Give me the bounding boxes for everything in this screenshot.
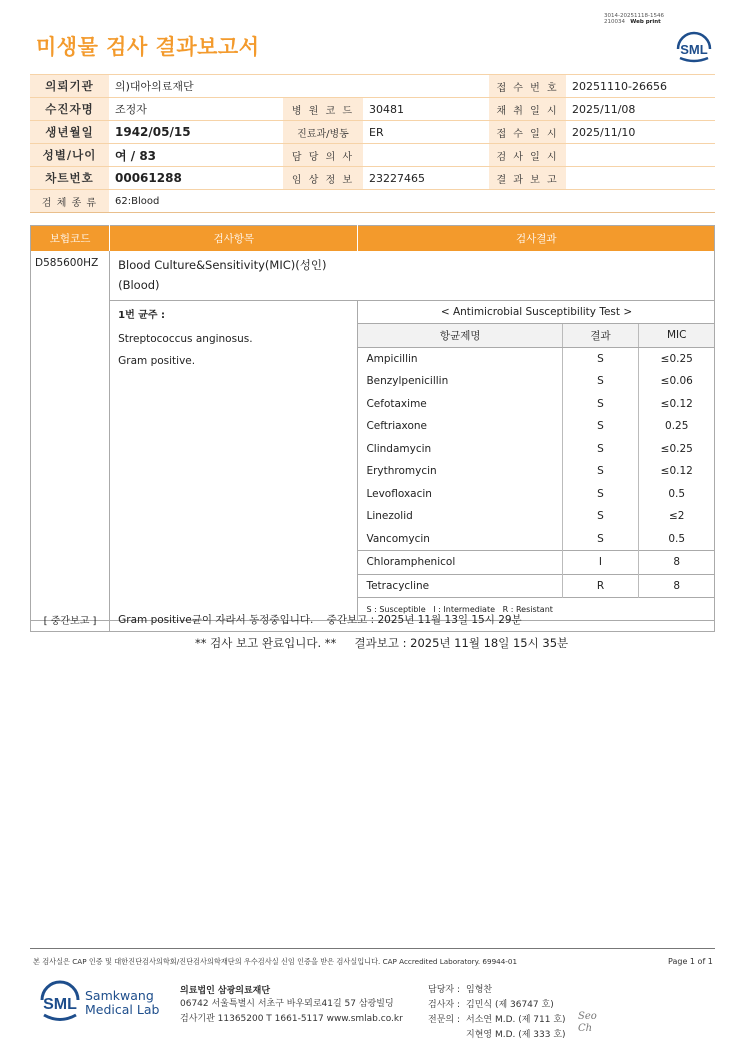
ast-table — [358, 301, 714, 620]
col-test-result: 검사결과 — [358, 226, 715, 252]
gram-stain: Gram positive. — [118, 355, 196, 367]
info-value: 62:Blood — [109, 190, 715, 213]
test-name: Blood Culture&Sensitivity(MIC)(성인) — [118, 258, 327, 272]
footer-divider — [30, 948, 715, 949]
info-value — [363, 144, 489, 167]
info-value: 의)대아의료재단 — [109, 75, 489, 98]
insurance-code: D585600HZ — [31, 251, 110, 621]
ast-title: < Antimicrobial Susceptibility Test > — [358, 301, 714, 324]
drug-result: S — [562, 505, 638, 528]
drug-result: S — [562, 393, 638, 416]
info-label: 결 과 보 고 — [489, 167, 566, 190]
sml-logo-top — [674, 27, 714, 67]
drug-name: Clindamycin — [366, 442, 432, 455]
info-label: 생년월일 — [30, 121, 109, 144]
drug-name: Ceftriaxone — [366, 420, 427, 433]
info-label: 수진자명 — [30, 98, 109, 121]
info-value: 2025/11/08 — [566, 98, 715, 121]
staff-role: 전문의 : — [428, 1015, 460, 1025]
info-label: 채 취 일 시 — [489, 98, 566, 121]
info-label: 의뢰기관 — [30, 75, 109, 98]
info-row — [30, 167, 715, 190]
info-row — [30, 190, 715, 213]
sml-footer-logo-text: SML — [43, 996, 77, 1013]
drug-mic: ≤0.25 — [638, 347, 714, 370]
info-value: 20251110-26656 — [566, 75, 715, 98]
drug-result: S — [562, 438, 638, 461]
staff-row — [428, 998, 566, 1013]
info-value — [566, 167, 715, 190]
signature: Seo Ch — [578, 1011, 597, 1034]
drug-result: S — [562, 528, 638, 551]
info-value: 23227465 — [363, 167, 489, 190]
info-label: 병 원 코 드 — [283, 98, 363, 121]
staff-row — [428, 1013, 566, 1028]
org-contact — [180, 997, 403, 1027]
drug-name: Erythromycin — [366, 465, 437, 478]
info-value — [566, 144, 715, 167]
drug-name: Linezolid — [366, 510, 413, 523]
sml-logo-text: SML — [680, 42, 708, 57]
org-name: 의료법인 삼광의료재단 — [180, 986, 271, 996]
ast-header — [358, 324, 714, 348]
info-row — [30, 144, 715, 167]
drug-name: Chloramphenicol — [358, 551, 562, 575]
info-label: 접 수 일 시 — [489, 121, 566, 144]
ast-row — [358, 415, 714, 438]
drug-result: S — [562, 370, 638, 393]
info-label: 진료과/병동 — [283, 121, 363, 144]
col-insurance-code: 보험코드 — [31, 226, 110, 252]
info-value: 2025/11/10 — [566, 121, 715, 144]
drug-name: Vancomycin — [366, 532, 430, 545]
ast-col-drug: 항균제명 — [358, 324, 562, 348]
staff-name: 지현영 M.D. (제 333 호) — [466, 1030, 566, 1040]
drug-mic: ≤0.12 — [638, 393, 714, 416]
interim-row — [31, 608, 715, 632]
staff-row — [428, 983, 566, 998]
ast-row — [358, 483, 714, 506]
ast-row — [358, 528, 714, 551]
ast-row — [358, 551, 714, 575]
result-row — [31, 301, 715, 621]
drug-name: Benzylpenicillin — [366, 375, 449, 388]
ast-row — [358, 505, 714, 528]
interim-label: [ 중간보고 ] — [31, 608, 110, 632]
drug-name: Levofloxacin — [366, 487, 432, 500]
ast-row — [358, 370, 714, 393]
staff-role: 담당자 : — [428, 985, 460, 995]
page-number: Page 1 of 1 — [668, 957, 713, 966]
ast-legend: S : Susceptible I : Intermediate R : Resistant — [358, 598, 714, 621]
ast-cell — [358, 301, 715, 621]
drug-mic: ≤2 — [638, 505, 714, 528]
results-table — [30, 225, 715, 621]
organism-number: 1번 균주 : — [118, 310, 166, 321]
info-label: 검 사 일 시 — [489, 144, 566, 167]
specimen-name: (Blood) — [118, 278, 160, 292]
brand-name — [85, 989, 159, 1017]
print-label: Web print — [630, 19, 661, 25]
org-address: 06742 서울특별시 서초구 바우뫼로41길 57 삼광빌딩 — [180, 999, 394, 1009]
info-label: 성별/나이 — [30, 144, 109, 167]
ast-row — [358, 460, 714, 483]
report-title: 미생물 검사 결과보고서 — [36, 35, 260, 59]
info-label: 담 당 의 사 — [283, 144, 363, 167]
staff-name: 김민식 (제 36747 호) — [466, 1000, 554, 1010]
print-id: 3014-20251118-1546 — [604, 13, 664, 19]
drug-mic: 0.25 — [638, 415, 714, 438]
drug-mic: ≤0.25 — [638, 438, 714, 461]
info-label: 검 체 종 류 — [30, 190, 109, 213]
ast-col-result: 결과 — [562, 324, 638, 348]
staff-name: 서소연 M.D. (제 711 호) — [466, 1015, 566, 1025]
drug-name: Tetracycline — [358, 574, 562, 598]
info-value: 1942/05/15 — [109, 121, 283, 144]
drug-mic: ≤0.12 — [638, 460, 714, 483]
accreditation-note: 본 검사실은 CAP 인증 및 대한진단검사의학회/진단검사의학재단의 우수검사실 신임 인증을 받은 검사실입니다. CAP Accredited Laboratory. 69944-01 — [33, 957, 518, 966]
results-header — [31, 226, 715, 252]
test-name-cell — [110, 251, 715, 301]
report-complete-note: ** 검사 보고 완료입니다. ** 결과보고 : 2025년 11월 18일 15시 35분 — [195, 636, 569, 650]
drug-mic: 8 — [638, 551, 714, 575]
info-row — [30, 98, 715, 121]
ast-row — [358, 393, 714, 416]
col-test-item: 검사항목 — [110, 226, 358, 252]
drug-result: S — [562, 460, 638, 483]
info-label: 차트번호 — [30, 167, 109, 190]
interim-report-table — [30, 608, 715, 632]
info-row — [30, 75, 715, 98]
drug-result: S — [562, 347, 638, 370]
print-code: 210034 — [604, 19, 625, 25]
patient-info-table — [30, 74, 715, 213]
drug-mic: ≤0.06 — [638, 370, 714, 393]
drug-result: S — [562, 483, 638, 506]
sml-logo-footer — [37, 980, 83, 1030]
drug-mic: 0.5 — [638, 483, 714, 506]
ast-row — [358, 574, 714, 598]
staff-row — [428, 1028, 566, 1043]
staff-role: 검사자 : — [428, 1000, 460, 1010]
drug-result: S — [562, 415, 638, 438]
ast-title-row — [358, 301, 714, 324]
staff-name: 임형찬 — [466, 985, 493, 995]
info-label: 접 수 번 호 — [489, 75, 566, 98]
organism-cell — [110, 301, 358, 621]
ast-row — [358, 347, 714, 370]
org-phone-web: 검사기관 11365200 T 1661-5117 www.smlab.co.kr — [180, 1014, 403, 1024]
staff-list — [428, 983, 566, 1043]
info-value: 30481 — [363, 98, 489, 121]
drug-result: R — [562, 574, 638, 598]
info-value: 여 / 83 — [109, 144, 283, 167]
drug-name: Ampicillin — [366, 352, 418, 365]
ast-row — [358, 438, 714, 461]
info-row — [30, 121, 715, 144]
info-value: 00061288 — [109, 167, 283, 190]
drug-result: I — [562, 551, 638, 575]
info-value: 조정자 — [109, 98, 283, 121]
ast-col-mic: MIC — [638, 324, 714, 348]
drug-mic: 0.5 — [638, 528, 714, 551]
interim-text: Gram positive균이 자라서 동정중입니다. 중간보고 : 2025년 11월 13일 15시 29분 — [118, 614, 522, 626]
drug-name: Cefotaxime — [366, 397, 427, 410]
drug-mic: 8 — [638, 574, 714, 598]
brand-line-2: Medical Lab — [85, 1002, 160, 1017]
print-info — [604, 13, 664, 25]
test-row — [31, 251, 715, 301]
organism-name: Streptococcus anginosus. — [118, 332, 253, 345]
info-value: ER — [363, 121, 489, 144]
brand-line-1: Samkwang — [85, 988, 154, 1003]
info-label: 임 상 정 보 — [283, 167, 363, 190]
